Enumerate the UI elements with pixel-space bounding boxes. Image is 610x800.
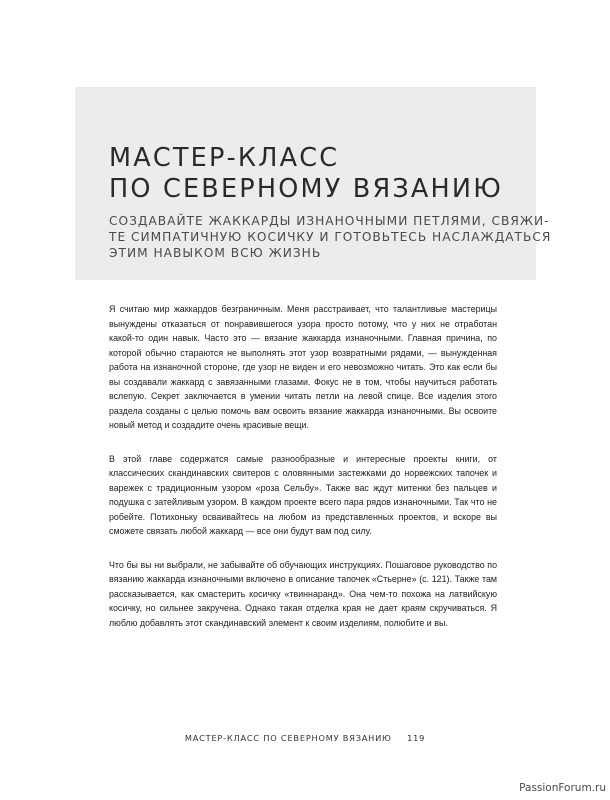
paragraph: Я считаю мир жаккардов безграничным. Меня расстраивает, что талантливые мастерицы вынуждены отказаться от понравившегося узора просто потому, что у них не отработан какой-то один навык. Часто это — вязание жаккарда изнаночными. Главная причина, по которой обычно стараются не выполнять этот узор возвратными рядами, — вынужденная работа на изнаночной стороне, где узор не виден и его невозможно читать. Это как если бы вы создавали жаккард с завязанными глазами. Фокус не в том, чтобы научиться работать вслепую. Секрет заключается в умении читать петли на левой спице. Все изделия этого раздела созданы с целью помочь вам освоить вязание жаккарда изнаночными. Вы освоите новый метод и создадите очень красивые вещи.	[109, 304, 497, 430]
subtitle-line: СОЗДАВАЙТЕ ЖАККАРДЫ ИЗНАНОЧНЫМИ ПЕТЛЯМИ, СВЯЖИ-	[109, 214, 550, 228]
watermark: PassionForum.ru	[519, 782, 606, 794]
title-line: МАСТЕР-КЛАСС	[109, 143, 340, 173]
paragraph: Что бы вы ни выбрали, не забывайте об обучающих инструкциях. Пошаговое руководство по вязанию жаккарда изнаночными включено в описание тапочек «Стьерне» (с. 121). Также там рассказывается, как смастерить косичку «твиннаранд». Она чем-то похожа на латвийскую косичку, но сильнее закручена. Однако такая отделка края не дает краям скручиваться. Я люблю добавлять этот скандинавский элемент к своим изделиям, полюбите и вы.	[109, 559, 497, 628]
page-footer	[0, 733, 610, 743]
paragraph: В этой главе содержатся самые разнообразные и интересные проекты книги, от классических скандинавских свитеров с оловянными застежками до норвежских тапочек и варежек с традиционным узором «роза Сельбу». Также вас ждут митенки без пальцев и подушка с затейливым узором. В каждом проекте всего пара рядов изнаночными. Так что не робейте. Потихоньку осваивайтесь на любом из представленных проектов, и вскоре вы сможете связать любой жаккард — все они будут вам под силу.	[109, 453, 497, 536]
running-title: МАСТЕР-КЛАСС ПО СЕВЕРНОМУ ВЯЗАНИЮ	[184, 733, 392, 743]
page-subtitle	[109, 213, 551, 261]
subtitle-line: ТЕ СИМПАТИЧНУЮ КОСИЧКУ И ГОТОВЬТЕСЬ НАСЛАЖДАТЬСЯ	[109, 230, 552, 244]
page-title	[109, 143, 503, 205]
title-line: ПО СЕВЕРНОМУ ВЯЗАНИЮ	[109, 174, 503, 204]
page-number: 119	[407, 733, 426, 743]
body-text	[109, 302, 497, 649]
subtitle-line: ЭТИМ НАВЫКОМ ВСЮ ЖИЗНЬ	[109, 246, 322, 260]
